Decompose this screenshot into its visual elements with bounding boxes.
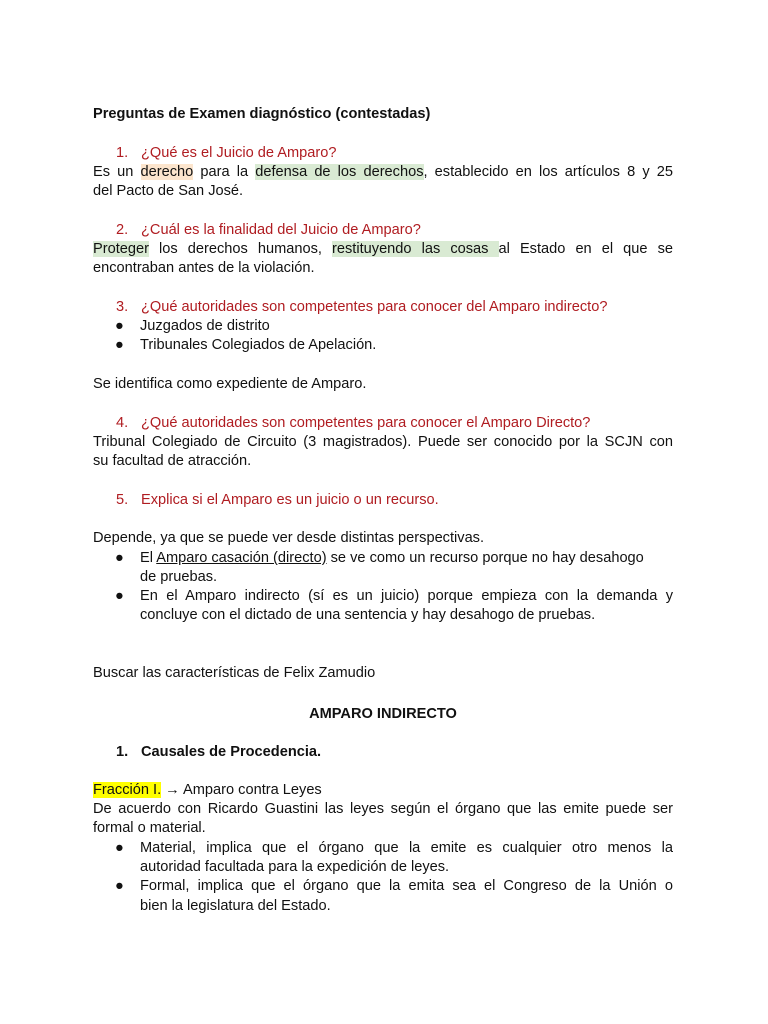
bullet-icon: ● bbox=[115, 878, 124, 894]
subsection-number: 1. bbox=[116, 744, 129, 760]
answer-2-line-2: encontraban antes de la violación. bbox=[93, 260, 315, 276]
question-text: ¿Cuál es la finalidad del Juicio de Amparo? bbox=[141, 222, 421, 238]
question-number: 5. bbox=[116, 492, 129, 508]
question-number: 3. bbox=[116, 299, 129, 315]
highlight-restituyendo: restituyendo las cosas bbox=[332, 241, 499, 257]
answer-2-line-1: Proteger los derechos humanos, restituyendo las cosas al Estado en el que se bbox=[93, 241, 673, 257]
section-title: AMPARO INDIRECTO bbox=[309, 706, 457, 722]
subsection-text: Causales de Procedencia. bbox=[141, 744, 322, 760]
question-text: Explica si el Amparo es un juicio o un recurso. bbox=[141, 492, 439, 508]
fraccion-text-line-1: De acuerdo con Ricardo Guastini las leyes según el órgano que las emite puede ser bbox=[93, 801, 673, 817]
question-text: ¿Qué es el Juicio de Amparo? bbox=[141, 145, 337, 161]
question-5 bbox=[93, 491, 696, 510]
highlight-defensa: defensa de los derechos bbox=[255, 164, 424, 180]
answer-5-intro: Depende, ya que se puede ver desde distintas perspectivas. bbox=[93, 530, 485, 546]
document-title: Preguntas de Examen diagnóstico (contestadas) bbox=[93, 106, 431, 122]
question-text: ¿Qué autoridades son competentes para conocer del Amparo indirecto? bbox=[141, 299, 608, 315]
answer-4-line-1: Tribunal Colegiado de Circuito (3 magistrados). Puede ser conocido por la SCJN con bbox=[93, 434, 673, 450]
highlight-proteger: Proteger bbox=[93, 241, 149, 257]
search-note: Buscar las características de Felix Zamudio bbox=[93, 665, 376, 681]
bullet-icon: ● bbox=[115, 840, 124, 856]
answer-3-note: Se identifica como expediente de Amparo. bbox=[93, 376, 367, 392]
underlined-text: Amparo casación (directo) bbox=[156, 550, 327, 566]
highlight-derecho: derecho bbox=[140, 164, 194, 180]
question-number: 1. bbox=[116, 145, 129, 161]
question-text: ¿Qué autoridades son competentes para conocer el Amparo Directo? bbox=[141, 415, 591, 431]
document-page: Preguntas de Examen diagnóstico (contestadas) 1. ¿Qué es el Juicio de Amparo? Es un derecho para la defensa de los derechos, establecido en los artículos 8 y 25 del Pacto de San José. 2. ¿Cuál es la finalidad del Juicio de Amparo? Proteger los derechos humanos, restituyendo las cosas al Estado en el que se encontraban antes de la violación. 3. ¿Qué autoridades son competentes para conocer del Amparo indirecto? ● Juzgados de distrito ● Tribunales Colegiados de Apelación. Se identifica como expediente de Amparo. 4. ¿Qué autoridades son competentes para conocer el Amparo Directo? Tribunal Colegiado de Circuito (3 magistrados). Puede ser conocido por la SCJN con su facultad de atracción. 5. Explica si el Amparo es un juicio o un recurso. Depende, ya que se puede ver desde distintas perspectivas. ● El Amparo casación (directo) se ve como un recurso porque no hay desahogo de pruebas. ● En el Amparo indirecto (sí es un juicio) porque empieza con la demanda y concluye con el dictado de una sentencia y hay desahogo de pruebas. Buscar las características de Felix Zamudio AMPARO INDIRECTO 1. Causales de Procedencia. Fracción I. → Amparo contra Leyes De acuerdo con Ricardo Guastini las leyes según el órgano que las emite puede ser formal o material. ● Material, implica que el órgano que la emite es cualquier otro menos la autoridad facultada para la expedición de leyes. ● Formal, implica que el órgano que la emita sea el Congreso de la Unión o bien la legislatura del Estado. bbox=[0, 0, 768, 1024]
bullet-icon: ● bbox=[115, 588, 124, 604]
question-number: 2. bbox=[116, 222, 129, 238]
answer-1-line-2: del Pacto de San José. bbox=[93, 183, 244, 199]
question-number: 4. bbox=[116, 415, 129, 431]
answer-1-line-1: Es un derecho para la defensa de los derechos, establecido en los artículos 8 y 25 bbox=[93, 164, 673, 180]
bullet-icon: ● bbox=[115, 318, 124, 334]
question-1 bbox=[93, 144, 696, 163]
bullet-icon: ● bbox=[115, 550, 124, 566]
question-4 bbox=[93, 414, 696, 433]
answer-4-line-2: su facultad de atracción. bbox=[93, 453, 252, 469]
fraccion-heading: Fracción I. → Amparo contra Leyes bbox=[93, 782, 322, 798]
bullet-icon: ● bbox=[115, 337, 124, 353]
highlight-fraccion: Fracción I. bbox=[93, 782, 162, 798]
question-2 bbox=[93, 221, 696, 240]
fraccion-text-line-2: formal o material. bbox=[93, 820, 206, 836]
question-3 bbox=[93, 298, 696, 317]
subsection-1 bbox=[93, 743, 696, 762]
